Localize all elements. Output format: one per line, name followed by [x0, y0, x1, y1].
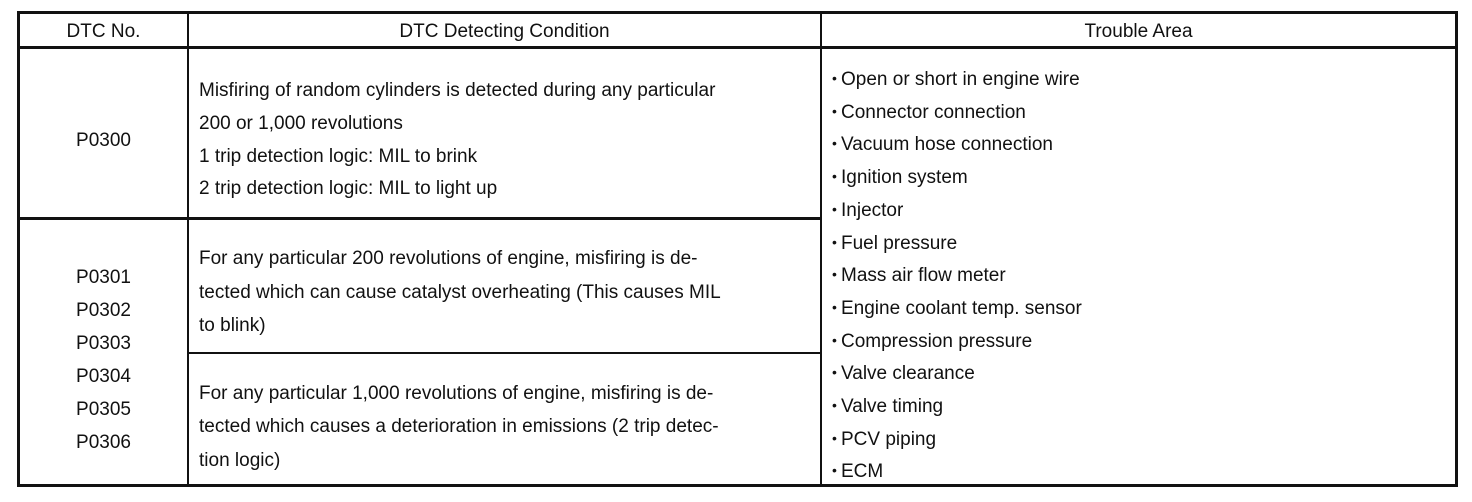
dtc-code: P0305 — [76, 399, 131, 420]
header-condition: DTC Detecting Condition — [399, 21, 610, 42]
row-divider-1 — [20, 217, 822, 220]
condition-line: For any particular 1,000 revolutions of engine, misfiring is de- — [199, 383, 714, 404]
dtc-code: P0302 — [76, 300, 131, 321]
row-divider-2 — [187, 352, 822, 354]
condition-line: tected which can cause catalyst overheating (This causes MIL — [199, 282, 721, 303]
header-trouble-area: Trouble Area — [1084, 21, 1193, 42]
condition-line: tected which causes a deterioration in emissions (2 trip detec- — [199, 416, 719, 437]
dtc-code: P0300 — [76, 130, 131, 151]
trouble-area-item: • Ignition system — [832, 162, 1082, 195]
trouble-area-item: • Vacuum hose connection — [832, 129, 1082, 162]
condition-line: For any particular 200 revolutions of engine, misfiring is de- — [199, 248, 698, 269]
column-divider-2 — [820, 14, 822, 484]
trouble-area-item: • PCV piping — [832, 424, 1082, 457]
condition-line: Misfiring of random cylinders is detected during any particular — [199, 80, 716, 101]
trouble-area-list — [832, 64, 1082, 489]
dtc-code: P0306 — [76, 432, 131, 453]
condition-line: 200 or 1,000 revolutions — [199, 113, 403, 134]
dtc-code: P0301 — [76, 267, 131, 288]
trouble-area-item: • Engine coolant temp. sensor — [832, 293, 1082, 326]
trouble-area-item: • Injector — [832, 195, 1082, 228]
column-divider-1 — [187, 14, 189, 484]
condition-line: 2 trip detection logic: MIL to light up — [199, 178, 498, 199]
condition-line: 1 trip detection logic: MIL to brink — [199, 146, 478, 167]
dtc-code-list — [20, 261, 187, 459]
trouble-area-item: • Connector connection — [832, 97, 1082, 130]
trouble-area-item: • Open or short in engine wire — [832, 64, 1082, 97]
trouble-area-item: • Mass air flow meter — [832, 260, 1082, 293]
condition-line: tion logic) — [199, 450, 281, 471]
trouble-area-item: • Fuel pressure — [832, 228, 1082, 261]
dtc-code: P0303 — [76, 333, 131, 354]
trouble-area-item: • ECM — [832, 456, 1082, 489]
header-dtc-no: DTC No. — [66, 21, 141, 42]
condition-line: to blink) — [199, 315, 266, 336]
dtc-table — [17, 11, 1458, 487]
trouble-area-item: • Compression pressure — [832, 326, 1082, 359]
dtc-code: P0304 — [76, 366, 131, 387]
trouble-area-item: • Valve timing — [832, 391, 1082, 424]
trouble-area-item: • Valve clearance — [832, 358, 1082, 391]
